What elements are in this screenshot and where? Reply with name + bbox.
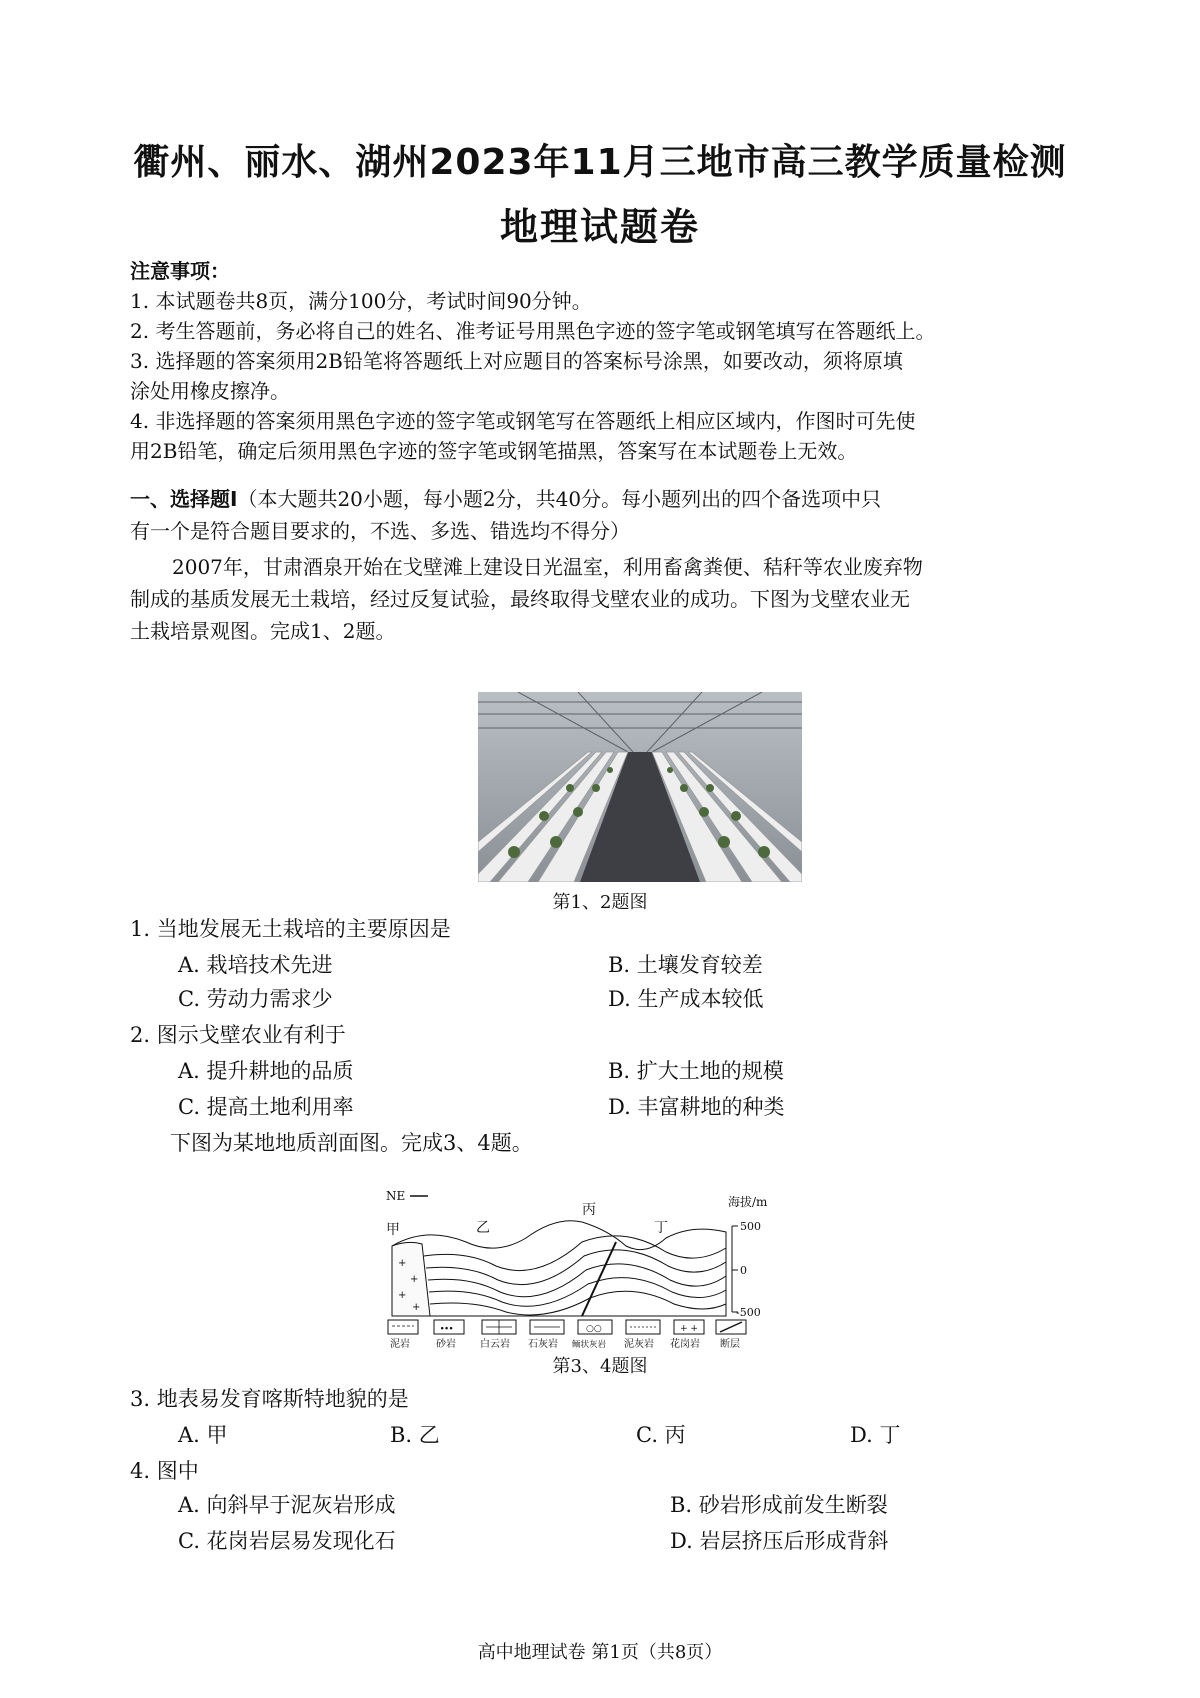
- direction-label: NE: [386, 1189, 406, 1203]
- q2-option-a: A. 提升耕地的品质: [178, 1059, 354, 1083]
- legend-oolitic-limestone: 鲕状灰岩: [572, 1340, 607, 1350]
- legend-limestone: 石灰岩: [528, 1339, 558, 1350]
- tick-500: 500: [740, 1220, 761, 1233]
- axis-title: 海拔/m: [728, 1195, 768, 1209]
- q3-option-c: C. 丙: [636, 1423, 686, 1447]
- notice-line-4: 涂处用橡皮擦净。: [130, 379, 290, 403]
- q4-option-b: B. 砂岩形成前发生断裂: [670, 1493, 888, 1517]
- notice-heading: 注意事项：: [130, 259, 230, 283]
- figure-1-caption: 第1、2题图: [552, 892, 648, 913]
- passage-1-line-2: 制成的基质发展无土栽培，经过反复试验，最终取得戈壁农业的成功。下图为戈壁农业无: [130, 587, 910, 611]
- geologic-section: [386, 1186, 806, 1350]
- legend-granite: 花岗岩: [670, 1339, 700, 1350]
- point-yi: 乙: [476, 1220, 490, 1236]
- q1-option-b: B. 土壤发育较差: [608, 953, 763, 977]
- geologic-section-diagram: [386, 1186, 806, 1350]
- legend-fault: 断层: [720, 1339, 740, 1350]
- legend-dolomite: 白云岩: [480, 1339, 510, 1350]
- q4-option-d: D. 岩层挤压后形成背斜: [670, 1529, 889, 1553]
- page-footer: 高中地理试卷 第1页（共8页）: [477, 1642, 723, 1663]
- greenhouse-photo: [478, 692, 802, 882]
- q3-option-a: A. 甲: [178, 1423, 228, 1447]
- notice-line-5: 4. 非选择题的答案须用黑色字迹的签字笔或钢笔写在答题纸上相应区域内，作图时可先使: [130, 409, 916, 433]
- q1-option-a: A. 栽培技术先进: [178, 953, 333, 977]
- q4-option-c: C. 花岗岩层易发现化石: [178, 1529, 396, 1553]
- tick-0: 0: [740, 1264, 747, 1277]
- passage-1-line-1: 2007年，甘肃酒泉开始在戈壁滩上建设日光温室，利用畜禽粪便、秸秆等农业废弃物: [172, 555, 923, 579]
- legend-sandstone: 砂岩: [436, 1339, 456, 1350]
- section-1-desc-2: 有一个是符合题目要求的，不选、多选、错选均不得分）: [130, 519, 630, 543]
- q2-option-d: D. 丰富耕地的种类: [608, 1095, 785, 1119]
- svg-text:○○: ○○: [586, 1324, 602, 1334]
- greenhouse-scene: [478, 692, 802, 882]
- svg-text:+ +: + +: [680, 1324, 698, 1334]
- q2-stem: 2. 图示戈壁农业有利于: [130, 1023, 346, 1047]
- q1-option-d: D. 生产成本较低: [608, 987, 764, 1011]
- notice-line-3: 3. 选择题的答案须用2B铅笔将答题纸上对应题目的答案标号涂黑，如要改动，须将原填: [130, 349, 903, 373]
- q1-option-c: C. 劳动力需求少: [178, 987, 333, 1011]
- svg-text:+: +: [410, 1274, 419, 1285]
- q1-stem: 1. 当地发展无土栽培的主要原因是: [130, 917, 451, 941]
- q3-stem: 3. 地表易发育喀斯特地貌的是: [130, 1387, 409, 1411]
- section-1-header: [130, 484, 1090, 514]
- q4-option-a: A. 向斜早于泥灰岩形成: [178, 1493, 396, 1517]
- svg-text:+: +: [412, 1302, 421, 1313]
- notice-line-6: 用2B铅笔，确定后须用黑色字迹的签字笔或钢笔描黑，答案写在本试题卷上无效。: [130, 439, 858, 463]
- q3-option-b: B. 乙: [390, 1423, 440, 1447]
- svg-text:∙∙∙: ∙∙∙: [440, 1324, 454, 1334]
- svg-text:+: +: [398, 1290, 407, 1301]
- point-ding: 丁: [654, 1220, 668, 1236]
- section-1-heading: 一、选择题Ⅰ: [130, 487, 238, 511]
- legend-mudstone: 泥岩: [390, 1339, 410, 1350]
- passage-2: 下图为某地地质剖面图。完成3、4题。: [170, 1131, 533, 1155]
- q4-stem: 4. 图中: [130, 1459, 199, 1483]
- notice-line-2: 2. 考生答题前，务必将自己的姓名、准考证号用黑色字迹的签字笔或钢笔填写在答题纸上。: [130, 319, 936, 343]
- exam-title: 衢州、丽水、湖州2023年11月三地市高三教学质量检测: [133, 142, 1067, 183]
- point-bing: 丙: [582, 1202, 596, 1218]
- passage-1-line-3: 土栽培景观图。完成1、2题。: [130, 619, 396, 643]
- q2-option-c: C. 提高土地利用率: [178, 1095, 354, 1119]
- svg-text:+: +: [398, 1258, 407, 1269]
- exam-subtitle: 地理试题卷: [499, 205, 700, 249]
- point-jia: 甲: [386, 1222, 400, 1238]
- section-1-desc: （本大题共20小题，每小题2分，共40分。每小题列出的四个备选项中只: [237, 487, 882, 511]
- q2-option-b: B. 扩大土地的规模: [608, 1059, 784, 1083]
- legend-marl: 泥灰岩: [624, 1339, 654, 1350]
- notice-line-1: 1. 本试题卷共8页，满分100分，考试时间90分钟。: [130, 289, 592, 313]
- q3-option-d: D. 丁: [850, 1423, 901, 1447]
- figure-2-caption: 第3、4题图: [552, 1356, 648, 1377]
- tick-minus-500: -500: [736, 1306, 761, 1319]
